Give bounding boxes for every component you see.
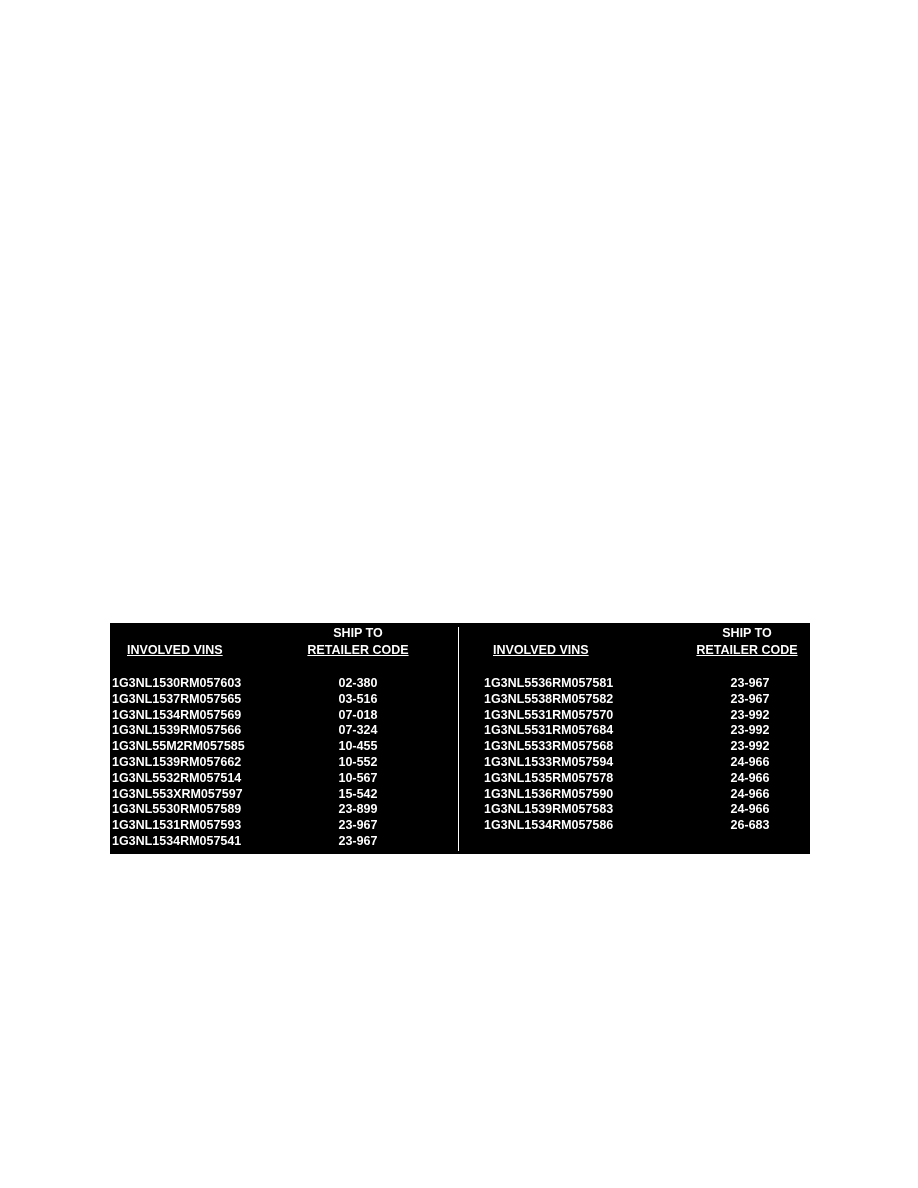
vin-value: 1G3NL5531RM057570 <box>484 707 614 722</box>
vin-value: 1G3NL5532RM057514 <box>112 770 242 785</box>
ship-to-heading: SHIP TO <box>722 626 772 640</box>
ship-to-heading: SHIP TO <box>333 626 383 640</box>
vin-value: 1G3NL1537RM057565 <box>112 691 242 706</box>
vin-row <box>461 708 810 724</box>
vin-value: 1G3NL1535RM057578 <box>484 770 614 785</box>
vin-value: 1G3NL1534RM057586 <box>484 818 614 833</box>
vin-value: 1G3NL1533RM057594 <box>484 754 614 769</box>
involved-vins-header <box>493 642 589 659</box>
vin-row <box>110 692 456 708</box>
vin-row <box>110 739 456 755</box>
involved-vins-header <box>127 642 223 659</box>
involved-vins-heading: INVOLVED VINS <box>127 643 223 657</box>
vin-value: 1G3NL1539RM057662 <box>112 754 242 769</box>
retailer-code-heading: RETAILER CODE <box>696 643 798 657</box>
retailer-code-header <box>689 625 805 659</box>
retailer-code-value: 24-966 <box>730 802 770 817</box>
retailer-code-value: 24-966 <box>730 786 770 801</box>
retailer-code-heading: RETAILER CODE <box>307 643 409 657</box>
vin-row <box>110 818 456 834</box>
vin-row <box>110 802 456 818</box>
retailer-code-value: 23-967 <box>338 833 378 848</box>
retailer-code-value: 23-992 <box>730 723 770 738</box>
vin-value: 1G3NL1536RM057590 <box>484 786 614 801</box>
vin-value: 1G3NL1534RM057541 <box>112 833 242 848</box>
retailer-code-value: 23-967 <box>338 818 378 833</box>
vin-row <box>110 771 456 787</box>
retailer-code-value: 24-966 <box>730 754 770 769</box>
retailer-code-value: 07-324 <box>338 723 378 738</box>
vin-value: 1G3NL1539RM057566 <box>112 723 242 738</box>
retailer-code-value: 26-683 <box>730 818 770 833</box>
vin-row <box>461 818 810 834</box>
vin-row <box>461 676 810 692</box>
vin-row <box>461 802 810 818</box>
involved-vins-table <box>110 623 810 854</box>
vin-value: 1G3NL5536RM057581 <box>484 676 614 690</box>
retailer-code-value: 23-899 <box>338 802 378 817</box>
vin-row <box>461 787 810 803</box>
vin-row <box>461 723 810 739</box>
retailer-code-value: 24-966 <box>730 770 770 785</box>
vin-value: 1G3NL5530RM057589 <box>112 802 242 817</box>
vin-row <box>461 755 810 771</box>
retailer-code-header <box>300 625 416 659</box>
retailer-code-value: 23-967 <box>730 676 770 690</box>
retailer-code-value: 02-380 <box>338 676 378 690</box>
vin-value: 1G3NL1539RM057583 <box>484 802 614 817</box>
retailer-code-value: 15-542 <box>338 786 378 801</box>
vin-value: 1G3NL553XRM057597 <box>112 786 243 801</box>
vin-list <box>110 676 456 850</box>
vin-value: 1G3NL1531RM057593 <box>112 818 242 833</box>
vin-row <box>110 755 456 771</box>
retailer-code-value: 23-992 <box>730 707 770 722</box>
retailer-code-value: 10-552 <box>338 754 378 769</box>
vin-value: 1G3NL5531RM057684 <box>484 723 614 738</box>
vin-row <box>461 692 810 708</box>
vin-value: 1G3NL5533RM057568 <box>484 739 614 754</box>
vin-value: 1G3NL1530RM057603 <box>112 676 242 690</box>
retailer-code-value: 07-018 <box>338 707 378 722</box>
vin-row <box>110 723 456 739</box>
vin-value: 1G3NL55M2RM057585 <box>112 739 245 754</box>
column-divider <box>458 627 459 851</box>
retailer-code-value: 10-567 <box>338 770 378 785</box>
vin-row <box>110 676 456 692</box>
vin-row <box>110 787 456 803</box>
vin-row <box>110 708 456 724</box>
retailer-code-value: 03-516 <box>338 691 378 706</box>
retailer-code-value: 23-967 <box>730 691 770 706</box>
involved-vins-heading: INVOLVED VINS <box>493 643 589 657</box>
vin-row <box>461 739 810 755</box>
vin-row <box>110 834 456 850</box>
retailer-code-value: 23-992 <box>730 739 770 754</box>
vin-row <box>461 771 810 787</box>
vin-value: 1G3NL5538RM057582 <box>484 691 614 706</box>
vin-list <box>461 676 810 834</box>
vin-value: 1G3NL1534RM057569 <box>112 707 242 722</box>
retailer-code-value: 10-455 <box>338 739 378 754</box>
